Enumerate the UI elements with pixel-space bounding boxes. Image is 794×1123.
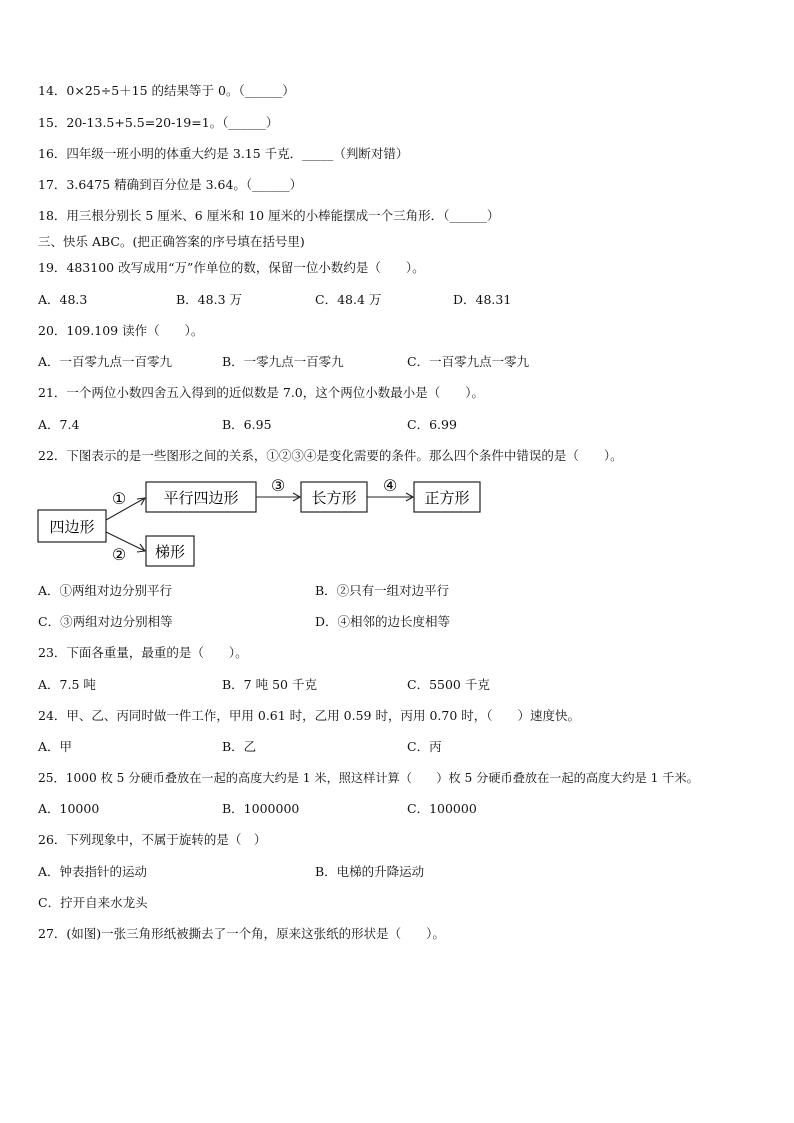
question-25: 25．1000 枚 5 分硬币叠放在一起的高度大约是 1 米，照这样计算（ ）枚 5 分硬币叠放在一起的高度大约是 1 千米。 (38, 771, 699, 785)
q22-option-c[interactable]: C．③两组对边分别相等 (38, 614, 173, 629)
question-26: 26．下列现象中，不属于旋转的是（ ） (38, 832, 267, 847)
q22-option-a[interactable]: A．①两组对边分别平行 (38, 583, 173, 598)
q26-option-c[interactable]: C．拧开自来水龙头 (38, 895, 148, 910)
question-23: 23．下面各重量，最重的是（ ）。 (38, 645, 248, 660)
question-20: 20．109.109 读作（ ）。 (38, 323, 204, 338)
label-trapezoid: 梯形 (154, 543, 186, 561)
q19-option-d[interactable]: D．48.31 (453, 292, 512, 307)
condition-label-1: ① (111, 489, 127, 508)
q21-option-c[interactable]: C．6.99 (407, 417, 457, 432)
question-24: 24．甲、乙、丙同时做一件工作，甲用 0.61 时，乙用 0.59 时，丙用 0.70 时，（ ）速度快。 (38, 708, 580, 723)
q22-option-b[interactable]: B．②只有一组对边平行 (315, 583, 450, 598)
question-18: 18．用三根分别长 5 厘米、6 厘米和 10 厘米的小棒能摆成一个三角形．（______） (38, 208, 500, 223)
q25-option-a[interactable]: A．10000 (38, 801, 100, 816)
condition-label-4: ④ (382, 476, 398, 495)
section-3-heading: 三、快乐 ABC。(把正确答案的序号填在括号里) (38, 234, 305, 249)
q20-option-a[interactable]: A．一百零九点一百零九 (38, 354, 173, 369)
question-21: 21．一个两位小数四舍五入得到的近似数是 7.0，这个两位小数最小是（ ）。 (38, 385, 485, 400)
q19-option-a[interactable]: A．48.3 (38, 292, 88, 307)
q26-option-b[interactable]: B．电梯的升降运动 (315, 864, 425, 879)
q24-option-a[interactable]: A．甲 (38, 739, 73, 754)
q20-option-b[interactable]: B．一零九点一百零九 (222, 354, 344, 369)
q25-option-b[interactable]: B．1000000 (222, 801, 300, 816)
label-quadrilateral: 四边形 (49, 518, 95, 536)
question-17: 17．3.6475 精确到百分位是 3.64。（______） (38, 177, 303, 192)
q20-option-c[interactable]: C．一百零九点一零九 (407, 354, 530, 369)
question-19: 19．483100 改写成用“万”作单位的数，保留一位小数约是（ ）。 (38, 260, 425, 275)
q22-option-d[interactable]: D．④相邻的边长度相等 (315, 614, 451, 629)
question-16: 16．四年级一班小明的体重大约是 3.15 千克．_____（判断对错） (38, 146, 409, 161)
question-14: 14．0×25÷5＋15 的结果等于 0。（______） (38, 83, 295, 98)
q25-option-c[interactable]: C．100000 (407, 801, 477, 816)
label-rectangle: 长方形 (311, 489, 357, 507)
q24-option-b[interactable]: B．乙 (222, 739, 257, 754)
question-27: 27．(如图)一张三角形纸被撕去了一个角，原来这张纸的形状是（ ）。 (38, 926, 445, 941)
label-parallelogram: 平行四边形 (163, 489, 239, 507)
q24-option-c[interactable]: C．丙 (407, 739, 442, 754)
condition-label-2: ② (111, 545, 127, 564)
label-square: 正方形 (424, 489, 470, 507)
q19-option-b[interactable]: B．48.3 万 (176, 292, 242, 307)
q21-option-b[interactable]: B．6.95 (222, 417, 272, 432)
q26-option-a[interactable]: A．钟表指针的运动 (38, 864, 148, 879)
q23-option-c[interactable]: C．5500 千克 (407, 677, 490, 692)
q19-option-c[interactable]: C．48.4 万 (315, 292, 382, 307)
question-15: 15．20-13.5+5.5=20-19=1。（______） (38, 115, 279, 130)
condition-label-3: ③ (270, 476, 286, 495)
q21-option-a[interactable]: A．7.4 (38, 417, 80, 432)
shape-relation-diagram (36, 474, 496, 572)
q23-option-b[interactable]: B．7 吨 50 千克 (222, 677, 317, 692)
q23-option-a[interactable]: A．7.5 吨 (38, 677, 96, 692)
question-22: 22．下图表示的是一些图形之间的关系，①②③④是变化需要的条件。那么四个条件中错误的是（ ）。 (38, 448, 623, 463)
